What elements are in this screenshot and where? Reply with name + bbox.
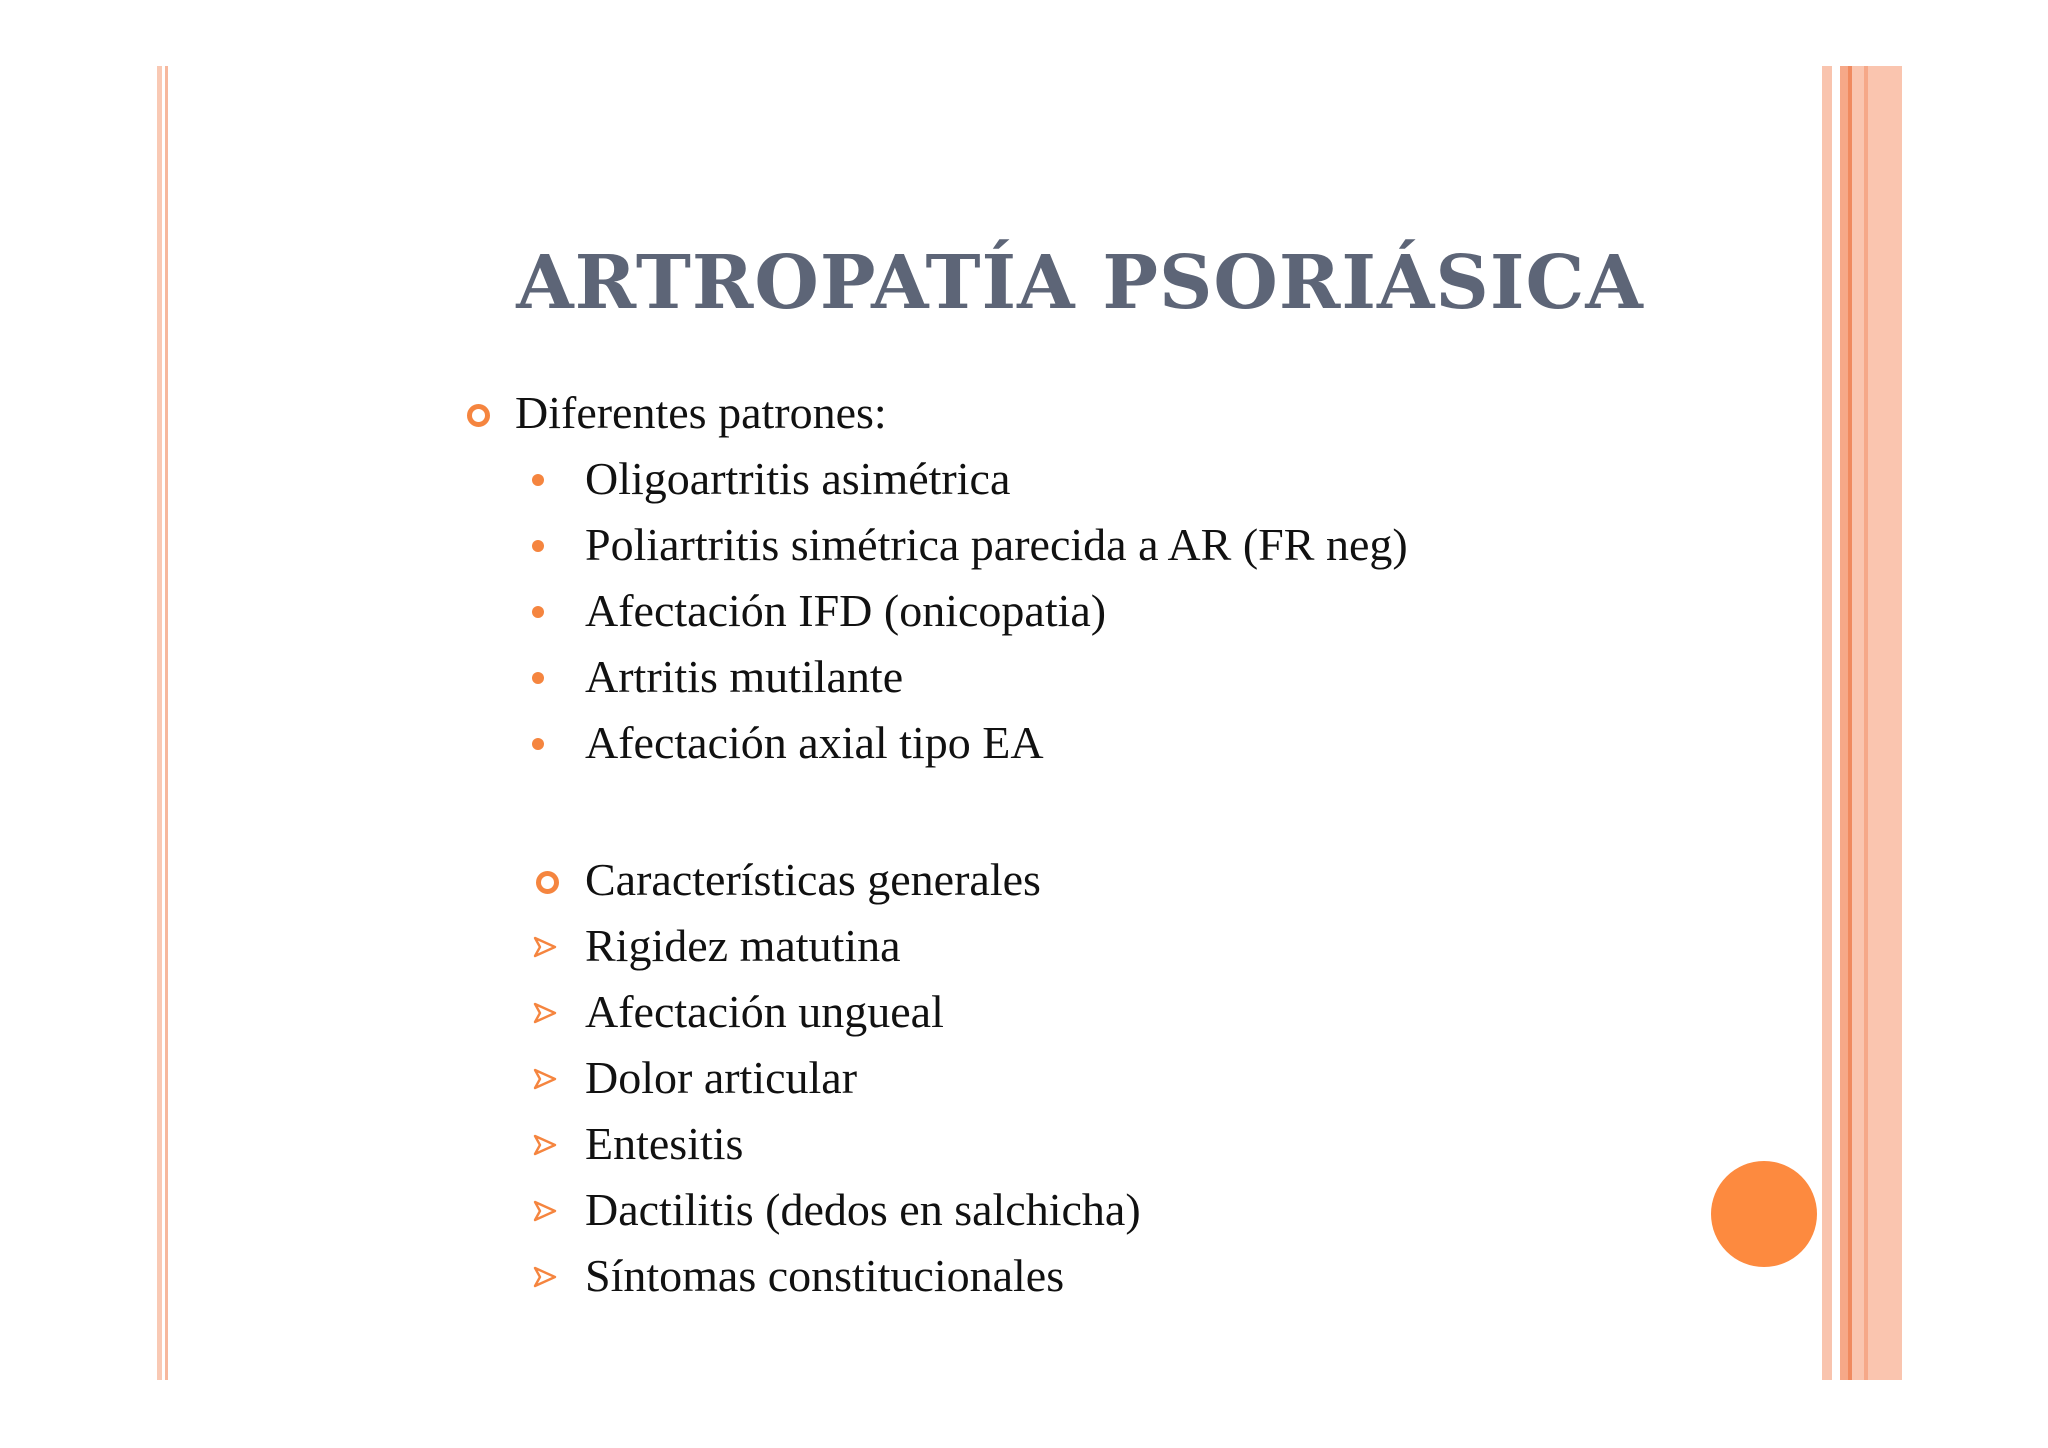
list-item: Rigidez matutina bbox=[585, 920, 901, 971]
list-item: Afectación axial tipo EA bbox=[585, 717, 1044, 768]
dot-bullet-icon bbox=[532, 540, 544, 552]
orange-circle-decoration bbox=[1711, 1161, 1817, 1267]
dot-bullet-icon bbox=[532, 474, 544, 486]
list-item: Artritis mutilante bbox=[585, 651, 904, 702]
arrow-bullet-icon bbox=[533, 1067, 557, 1091]
dot-bullet-icon bbox=[532, 738, 544, 750]
list-item: Afectación ungueal bbox=[585, 986, 944, 1037]
list-item: Entesitis bbox=[585, 1118, 744, 1169]
arrow-bullet-icon bbox=[533, 1265, 557, 1289]
arrow-bullet-icon bbox=[533, 1133, 557, 1157]
right-decorative-stripes bbox=[1822, 66, 1902, 1380]
features-heading: Características generales bbox=[585, 854, 1041, 905]
list-item: Dactilitis (dedos en salchicha) bbox=[585, 1184, 1141, 1235]
list-item: Dolor articular bbox=[585, 1052, 858, 1103]
list-item: Afectación IFD (onicopatia) bbox=[585, 585, 1107, 636]
ring-bullet-icon bbox=[536, 871, 559, 894]
list-item: Oligoartritis asimétrica bbox=[585, 453, 1011, 504]
arrow-bullet-icon bbox=[533, 1199, 557, 1223]
dot-bullet-icon bbox=[532, 606, 544, 618]
patterns-heading: Diferentes patrones: bbox=[515, 387, 887, 438]
arrow-bullet-icon bbox=[533, 935, 557, 959]
left-decorative-rule bbox=[157, 66, 162, 1380]
dot-bullet-icon bbox=[532, 672, 544, 684]
left-decorative-rule-inner bbox=[165, 66, 168, 1380]
list-item: Síntomas constitucionales bbox=[585, 1250, 1065, 1301]
list-item: Poliartritis simétrica parecida a AR (FR neg) bbox=[585, 519, 1408, 570]
ring-bullet-icon bbox=[467, 404, 490, 427]
arrow-bullet-icon bbox=[533, 1001, 557, 1025]
slide-title: ARTROPATÍA PSORIÁSICA bbox=[516, 240, 1644, 326]
